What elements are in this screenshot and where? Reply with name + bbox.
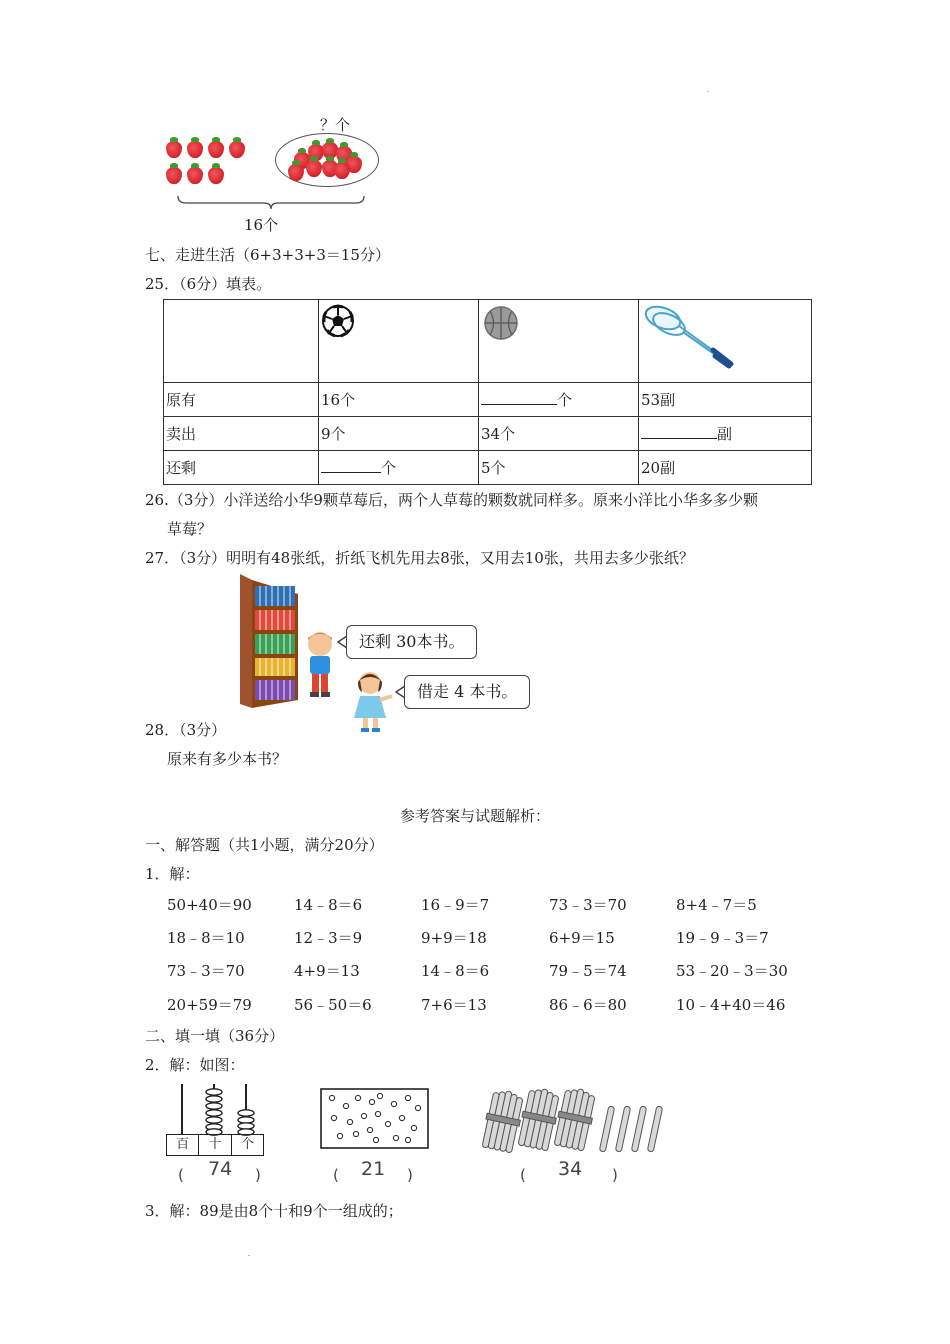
- answer-blank[interactable]: [481, 390, 557, 405]
- answer-equation: 86﹣6＝80: [549, 996, 627, 1014]
- cell-sold-basketball: 34个: [479, 417, 639, 451]
- row-label-remaining: 还剩: [164, 451, 319, 485]
- q26-line1: 26.（3分）小洋送给小华9颗草莓后，两个人草莓的颗数就同样多。原来小洋比小华多多少颗: [145, 491, 758, 509]
- answer-equation: 4+9＝13: [294, 962, 360, 980]
- total-count-label: 16个: [244, 216, 279, 234]
- cell-remaining-soccer: [319, 451, 479, 485]
- strawberry: [166, 167, 182, 184]
- answer-equation: 20+59＝79: [167, 996, 252, 1014]
- abacus-label-box: [166, 1134, 264, 1156]
- answer-equation: 79﹣5＝74: [549, 962, 627, 980]
- answer-equation: 73﹣3＝70: [167, 962, 245, 980]
- answer-equation: 16﹣9＝7: [421, 896, 490, 914]
- section-7-title: 七、走进生活（6+3+3+3＝15分）: [145, 246, 390, 264]
- strawberry: [229, 141, 245, 158]
- abacus-icon: [163, 1080, 267, 1136]
- cell-original-racket: 53副: [639, 383, 812, 417]
- answer-equation: 19﹣9﹣3＝7: [676, 929, 769, 947]
- header-racket-cell: [639, 300, 812, 383]
- dots-box-icon: [320, 1088, 430, 1150]
- strawberry: [187, 141, 203, 158]
- abacus-label-tens: 十: [199, 1135, 231, 1155]
- answers-title: 参考答案与试题解析：: [399, 807, 550, 825]
- badminton-racket-icon: [643, 304, 739, 370]
- cell-remaining-basketball: 5个: [479, 451, 639, 485]
- paren-close: ): [407, 1166, 413, 1184]
- q25-stem: 25．（6分）填表。: [145, 275, 272, 293]
- sticks-answer: 34: [558, 1158, 583, 1180]
- answer-equation: 56﹣50＝6: [294, 996, 372, 1014]
- answers-part2-title: 二、填一填（36分）: [145, 1027, 285, 1045]
- stick-bundles-icon: [478, 1086, 678, 1158]
- row-label-original: 原有: [164, 383, 319, 417]
- answer-q3: 3．解：89是由8个十和9个一组成的；: [145, 1202, 403, 1220]
- question-count-label: ？个: [320, 116, 351, 134]
- answer-equation: 73﹣3＝70: [549, 896, 627, 914]
- strawberry: [208, 141, 224, 158]
- abacus-figure: [163, 1080, 267, 1160]
- strawberry: [208, 167, 224, 184]
- unit-label: 个: [381, 459, 397, 477]
- answer-equation: 50+40＝90: [167, 896, 252, 914]
- answer-equation: 12﹣3＝9: [294, 929, 363, 947]
- boy-icon: [300, 630, 340, 700]
- answer-equation: 14﹣8＝6: [421, 962, 490, 980]
- basketball-icon: [483, 305, 519, 341]
- answer-equation: 8+4﹣7＝5: [676, 896, 757, 914]
- q25-table: [163, 299, 812, 485]
- bubble-girl: 借走 4 本书。: [404, 675, 530, 709]
- q27-text: 27．（3分）明明有48张纸，折纸飞机先用去8张，又用去10张，共用去多少张纸？: [145, 549, 694, 567]
- cell-original-soccer: 16个: [319, 383, 479, 417]
- strawberry-figure: [160, 110, 390, 235]
- header-basketball-cell: [479, 300, 639, 383]
- answer-equation: 18﹣8＝10: [167, 929, 245, 947]
- answer-blank[interactable]: [321, 458, 381, 473]
- row-label-sold: 卖出: [164, 417, 319, 451]
- paren-open: (: [520, 1166, 526, 1184]
- paren-open: (: [333, 1166, 339, 1184]
- answer-equation: 9+9＝18: [421, 929, 487, 947]
- brace-icon: [176, 194, 366, 210]
- answer-equation: 14﹣8＝6: [294, 896, 363, 914]
- q28-question: 原来有多少本书？: [167, 750, 288, 768]
- strawberry: [334, 162, 350, 179]
- soccer-ball-icon: [321, 304, 355, 338]
- bookshelf-icon: [238, 572, 300, 710]
- table-corner-cell: [164, 300, 319, 383]
- header-soccer-cell: [319, 300, 479, 383]
- cell-original-basketball: [479, 383, 639, 417]
- answer-equation: 10﹣4+40＝46: [676, 996, 786, 1014]
- q28-illustration: [238, 572, 558, 737]
- q26-line2: 草莓？: [167, 520, 213, 538]
- strawberry: [187, 167, 203, 184]
- answers-part1-title: 一、解答题（共1小题，满分20分）: [145, 836, 384, 854]
- abacus-answer: 74: [208, 1158, 233, 1180]
- answer-blank[interactable]: [641, 424, 717, 439]
- cell-remaining-racket: 20副: [639, 451, 812, 485]
- answer-equation: 53﹣20﹣3＝30: [676, 962, 788, 980]
- dots-answer: 21: [361, 1158, 386, 1180]
- page-dot-top: ﹒: [703, 84, 713, 95]
- strawberry-group-ellipse: [275, 133, 379, 187]
- abacus-label-ones: 个: [240, 1137, 254, 1152]
- girl-icon: [348, 670, 394, 734]
- cell-sold-racket: [639, 417, 812, 451]
- paren-open: (: [178, 1166, 184, 1184]
- unit-label: 副: [717, 425, 733, 443]
- abacus-label-hundreds: 百: [167, 1135, 199, 1155]
- paren-close: ): [255, 1166, 261, 1184]
- answer-q1-label: 1．解：: [145, 865, 200, 883]
- paren-close: ): [612, 1166, 618, 1184]
- strawberry: [166, 141, 182, 158]
- answer-equation: 6+9＝15: [549, 929, 615, 947]
- strawberry: [306, 160, 322, 177]
- answer-q2-label: 2．解：如图：: [145, 1056, 245, 1074]
- strawberry: [288, 164, 304, 181]
- answer-equation: 7+6＝13: [421, 996, 487, 1014]
- page-dot-bottom: ﹒: [244, 1248, 254, 1259]
- bubble-boy: 还剩 30本书。: [346, 625, 477, 659]
- unit-label: 个: [557, 391, 573, 409]
- q28-stem: 28．（3分）: [145, 721, 227, 739]
- cell-sold-soccer: 9个: [319, 417, 479, 451]
